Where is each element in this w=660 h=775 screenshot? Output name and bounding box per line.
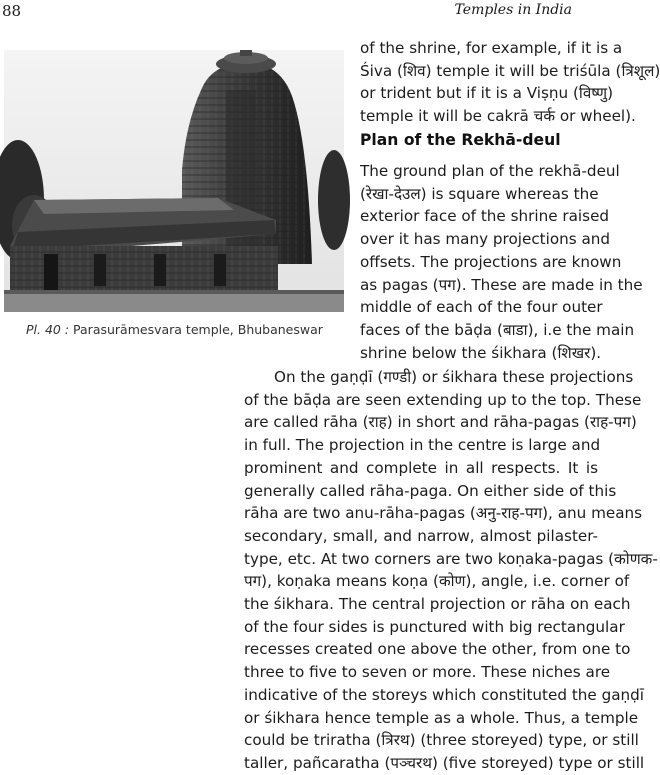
text-line: or trident but if it is a Viṣṇu (विष्णु) — [360, 84, 614, 103]
page-number: 88 — [2, 2, 22, 20]
text-line: of the bāḍa are seen extending up to the top. These — [244, 390, 642, 409]
body-paragraph — [244, 366, 658, 775]
text-line: rāha are two anu-rāha-pagas (अनु-राह-पग), anu means — [244, 504, 643, 523]
text-line: faces of the bāḍa (बाडा), i.e the main — [360, 320, 635, 339]
text-line: (रेखा-देउल) is square whereas the — [360, 184, 599, 203]
text-line: as pagas (पग). These are made in the — [360, 275, 643, 294]
text-line: of the shrine, for example, if it is a — [360, 39, 623, 57]
text-line: offsets. The projections are known — [360, 252, 622, 271]
text-line: three to five to seven or more. These niches are — [244, 663, 611, 682]
caption-label: Pl. 40 : — [26, 322, 70, 337]
text-line: secondary, small, and narrow, almost pilaster- — [244, 526, 598, 545]
text-line: are called rāha (राह) in short and rāha-pagas (राह-पग) — [244, 413, 637, 432]
intro-paragraph — [360, 37, 660, 128]
text-line: Śiva (शिव) temple it will be triśūla (त्रिशूल) — [360, 61, 660, 80]
text-line: taller, pañcaratha (पञ्चरथ) (five storeyed) type or still — [244, 753, 645, 772]
text-line: exterior face of the shrine raised — [360, 207, 610, 226]
text-line: over it has many projections and — [360, 230, 611, 249]
caption-text: Parasurāmesvara temple, Bhubaneswar — [73, 322, 323, 337]
section-heading: Plan of the Rekhā-deul — [360, 131, 561, 149]
figure-caption — [26, 322, 326, 337]
text-line: shrine below the śikhara (शिखर). — [360, 343, 602, 362]
text-line: the śikhara. The central projection or rāha on each — [244, 595, 631, 614]
text-line: of the four sides is punctured with big rectangular — [244, 617, 625, 636]
text-line: On the gaṇḍī (गण्डी) or śikhara these projections — [274, 368, 634, 386]
text-line: middle of each of the four outer — [360, 298, 603, 317]
text-line: पग), koṇaka means koṇa (कोण), angle, i.e. corner of — [244, 572, 630, 591]
text-line: could be triratha (त्रिरथ) (three storeyed) type, or still — [244, 731, 639, 750]
text-line: type, etc. At two corners are two koṇaka-pagas (कोणक- — [244, 549, 658, 568]
text-line: recesses created one above the other, from one to — [244, 640, 631, 659]
text-line: indicative of the storeys which constituted the gaṇḍī — [244, 685, 645, 704]
plan-paragraph — [360, 160, 643, 364]
running-title: Temples in India — [454, 2, 572, 18]
text-line: or śikhara hence temple as a whole. Thus, a temple — [244, 708, 639, 727]
text-line: in full. The projection in the centre is large and — [244, 436, 601, 455]
text-line: temple it will be cakrā चर्क or wheel). — [360, 107, 636, 126]
text-line: The ground plan of the rekhā-deul — [360, 162, 620, 180]
temple-photograph — [4, 50, 344, 312]
text-line: generally called rāha-paga. On either side of this — [244, 481, 617, 500]
text-line: prominent and complete in all respects. It is — [244, 458, 598, 477]
